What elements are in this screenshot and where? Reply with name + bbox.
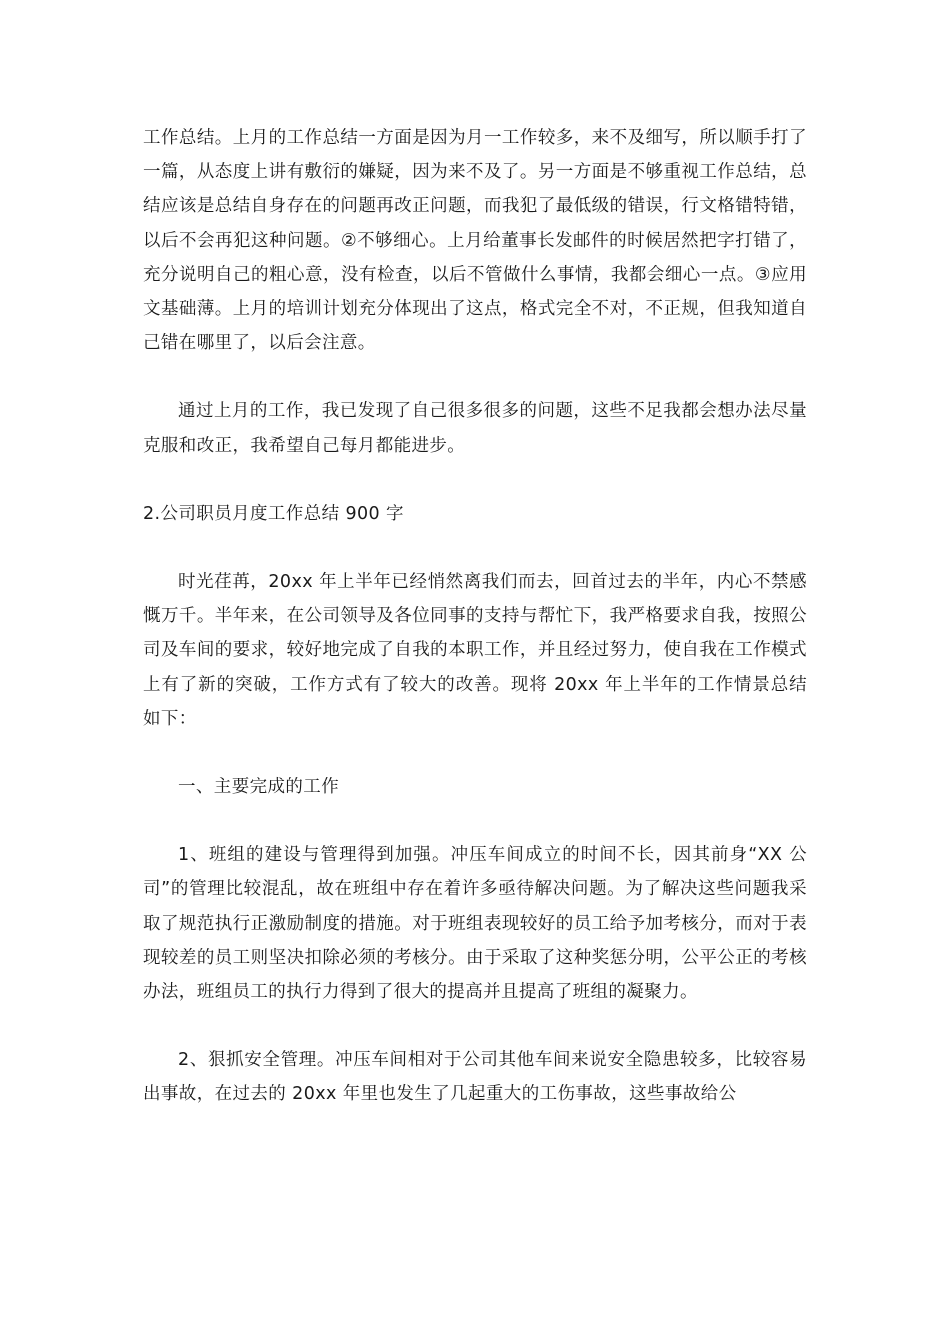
document-body	[143, 121, 807, 1146]
paragraph-half-year-intro: 时光荏苒，20xx 年上半年已经悄然离我们而去，回首过去的半年，内心不禁感慨万千。半年来，在公司领导及各位同事的支持与帮忙下，我严格要求自我，按照公司及车间的要求，较好地完成了自我的本职工作，并且经过努力，使自我在工作模式上有了新的突破，工作方式有了较大的改善。现将 20xx 年上半年的工作情景总结如下：	[143, 572, 807, 729]
paragraph-work-summary-reflection: 工作总结。上月的工作总结一方面是因为月一工作较多，来不及细写，所以顺手打了一篇，从态度上讲有敷衍的嫌疑，因为来不及了。另一方面是不够重视工作总结，总结应该是总结自身存在的问题再改正问题，而我犯了最低级的错误，行文格错特错，以后不会再犯这种问题。②不够细心。上月给董事长发邮件的时候居然把字打错了，充分说明自己的粗心意，没有检查，以后不管做什么事情，我都会细心一点。③应用文基础薄。上月的培训计划充分体现出了这点，格式完全不对，不正规，但我知道自己错在哪里了，以后会注意。	[143, 128, 807, 354]
section-heading-monthly-summary: 2.公司职员月度工作总结 900 字	[143, 503, 404, 524]
subheading-main-work-completed: 一、主要完成的工作	[178, 777, 340, 798]
paragraph-improvement-goal: 通过上月的工作，我已发现了自己很多很多的问题，这些不足我都会想办法尽量克服和改正，我希望自己每月都能进步。	[143, 401, 807, 456]
paragraph-team-management: 1、班组的建设与管理得到加强。冲压车间成立的时间不长，因其前身“XX 公司”的管理比较混乱，故在班组中存在着许多亟待解决问题。为了解决这些问题我采取了规范执行正激励制度的措施。对于班组表现较好的员工给予加考核分，而对于表现较差的员工则坚决扣除必须的考核分。由于采取了这种奖惩分明，公平公正的考核办法，班组员工的执行力得到了很大的提高并且提高了班组的凝聚力。	[143, 845, 807, 1003]
paragraph-safety-management: 2、狠抓安全管理。冲压车间相对于公司其他车间来说安全隐患较多，比较容易出事故，在过去的 20xx 年里也发生了几起重大的工伤事故，这些事故给公	[143, 1050, 807, 1105]
